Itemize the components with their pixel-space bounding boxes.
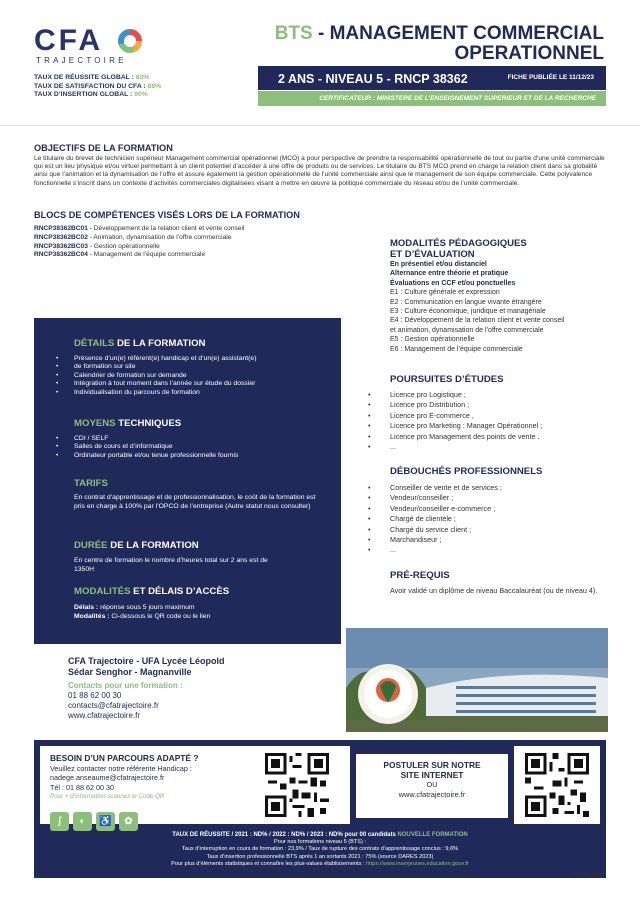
footer-line: Pour plus d’éléments statistiques et connaître les plus-values établissements : https://www.inserjeunes.education.gouv.fr bbox=[171, 860, 469, 867]
footer-line: Pour nos formations niveau 5 (BTS) : bbox=[273, 839, 367, 846]
list-item: • Vendeur/conseiller e-commerce ; bbox=[390, 504, 620, 514]
program-banner bbox=[258, 66, 606, 90]
list-item: • CDI / SELF bbox=[74, 435, 324, 443]
list-item: • Chargé du service client ; bbox=[390, 525, 620, 535]
tarifs-title: TARIFS bbox=[74, 478, 108, 489]
handicap-text: Veuillez contacter notre référente Handicap : bbox=[50, 763, 192, 773]
details-panel bbox=[34, 318, 341, 644]
prerequis-title: PRÉ-REQUIS bbox=[390, 570, 450, 581]
postuler-qr-box bbox=[514, 746, 600, 824]
blocs-list bbox=[34, 225, 364, 260]
details-title: DÉTAILS DE LA FORMATION bbox=[74, 338, 206, 349]
objectifs-text: Le titulaire du brevet de technicien supérieur Management commercial opérationnel (MCO) a pour perspective de prendre la responsabilité opérationnelle de tout ou partie d’une unité commerciale qui est un lieu physique et/ou virtuel permettant à un client potentiel d’accéder à une offre de produits ou de services. Le titulaire du BTS MCO prend en charge la relation client dans sa globalité ainsi que l’animation et la dynamisation de l’offre et assure également la gestion opérationnelle de l’unité commerciale ainsi que le management de son équipe commerciale. Cette polyvalence fonctionnelle s’inscrit dans un contexte d’activités commerciales digitalisées visant à mettre en œuvre la politique commerciale du réseau et/ou de l’unité commerciale. bbox=[34, 155, 605, 187]
footer-line: Taux d’insertion professionnelle BTS après 1 an sortants 2021 : 75% (source DARES 2023) bbox=[206, 853, 434, 860]
school-building-image bbox=[346, 628, 608, 732]
list-item: • Individualisation du parcours de formation bbox=[74, 389, 324, 397]
divider bbox=[0, 125, 640, 126]
postuler-box bbox=[356, 754, 508, 818]
qr-code-icon bbox=[265, 753, 329, 817]
duree-title: DURÉE DE LA FORMATION bbox=[74, 540, 199, 551]
handicap-qr-code[interactable] bbox=[265, 753, 329, 817]
list-item: • Marchandiseur ; bbox=[390, 535, 620, 545]
postuler-qr-code[interactable] bbox=[525, 753, 589, 817]
prerequis-text: Avoir validé un diplôme de niveau Baccalauréat (ou de niveau 4). bbox=[390, 586, 598, 595]
debouches-list bbox=[390, 483, 620, 556]
center-name-2: Sédar Senghor - Magnanville bbox=[68, 667, 192, 677]
publication-date: FICHE PUBLIÉE LE 11/12/23 bbox=[507, 74, 594, 81]
rate-satisfaction: TAUX DE SATISFACTION DU CFA : 88% bbox=[34, 82, 162, 90]
list-item: RNCP38362BC03 - Gestion opérationnelle bbox=[34, 242, 160, 250]
tarifs-text: En contrat d’apprentissage et de professionnalisation, le coût de la formation est pris en charge à 100% par l’OPCO de l’entreprise (Autre statut nous consulter) bbox=[74, 494, 316, 510]
footer-stats bbox=[34, 830, 606, 868]
list-item: RNCP38362BC01 - Développement de la relation client et vente conseil bbox=[34, 225, 245, 232]
duree-text: En centre de formation le nombre d’heures total sur 2 ans est de 1350H bbox=[74, 557, 268, 573]
debouches-title: DÉBOUCHÉS PROFESSIONNELS bbox=[390, 466, 543, 477]
cfa-logo bbox=[34, 26, 169, 68]
postuler-title-2: SITE INTERNET bbox=[400, 770, 464, 780]
list-item: • Conseiller de vente et de services ; bbox=[390, 483, 620, 493]
list-item: RNCP38362BC04 - Management de l’équipe commerciale bbox=[34, 251, 206, 259]
poursuites-list bbox=[390, 390, 620, 452]
list-item: • Calendrier de formation sur demande bbox=[74, 372, 324, 380]
acces-text: Délais : réponse sous 5 jours maximum Modalités : Ci-dessous le QR code ou le lien bbox=[74, 604, 211, 620]
list-item: • Salles de cours et d’informatique bbox=[74, 443, 324, 451]
contact-phone: 01 88 62 00 30 bbox=[68, 691, 122, 701]
handicap-email[interactable]: nadege.anseaume@cfatrajectoire.fr bbox=[50, 773, 165, 783]
footer-success-rates: TAUX DE RÉUSSITE / 2021 : ND% / 2022 : ND% / 2023 : ND% pour 00 candidats NOUVELLE FORMATION bbox=[172, 832, 468, 838]
hearing-impaired-icon: ʃ bbox=[50, 812, 69, 831]
school-photo bbox=[346, 628, 608, 732]
cognitive-disability-icon: ✿ bbox=[119, 812, 138, 831]
postuler-title: POSTULER SUR NOTRE bbox=[383, 760, 481, 770]
postuler-or: OU bbox=[426, 780, 438, 789]
contact-website[interactable]: www.cfatrajectoire.fr bbox=[68, 711, 141, 721]
moyens-title: MOYENS TECHNIQUES bbox=[74, 418, 182, 429]
handicap-title: BESOIN D’UN PARCOURS ADAPTÉ ? bbox=[50, 753, 199, 763]
postuler-link[interactable]: www.cfatrajectoire.fr bbox=[398, 790, 466, 799]
modalites-title: MODALITÉS PÉDAGOGIQUES ET D’ÉVALUATION bbox=[390, 238, 527, 260]
list-item: • ... bbox=[390, 545, 620, 555]
details-list bbox=[74, 355, 324, 397]
contacts-title: Contacts pour une formation : bbox=[68, 681, 183, 690]
logo-subtext: TRAJECTOIRE bbox=[36, 56, 127, 65]
address-block bbox=[68, 656, 338, 721]
list-item: • Licence pro Marketing : Manager Opérationnel ; bbox=[390, 421, 620, 431]
list-item: • Présence d’un(e) référent(e) handicap et d’un(e) assistant(e) bbox=[74, 355, 324, 363]
contact-email[interactable]: contacts@cfatrajectoire.fr bbox=[68, 701, 159, 711]
rate-insertion: TAUX D’INSERTION GLOBAL : 90% bbox=[34, 91, 148, 99]
wheelchair-icon: ♿ bbox=[96, 812, 115, 831]
poursuites-title: POURSUITES D’ÉTUDES bbox=[390, 374, 504, 385]
logo-text: CFA bbox=[34, 24, 103, 57]
certificateur: CERTIFICATEUR : MINISTERE DE L’ENSEIGNEMENT SUPERIEUR ET DE LA RECHERCHE bbox=[258, 91, 606, 106]
inserjeunes-link[interactable]: https://www.inserjeunes.education.gouv.fr bbox=[366, 860, 469, 867]
qr-code-icon bbox=[525, 753, 589, 817]
modalites-body: En présentiel et/ou distanciel Alternance entre théorie et pratique Évaluations en CCF et/ou ponctuelles E1 : Culture générale et expression E2 : Communication en langue vivante étrangère E3 : Culture économique, juridique et managériale E4 : Développement de la relation client et vente conseil et animation, dynamisation de l’offre commerciale E5 : Gestion opérationnelle E6 : Management de l’équipe commerciale bbox=[390, 261, 565, 353]
list-item: • Licence pro Distribution ; bbox=[390, 400, 620, 410]
handicap-hint: Pour + d’information scannez le Code QR bbox=[50, 793, 165, 801]
objectifs-title: OBJECTIFS DE LA FORMATION bbox=[34, 143, 173, 153]
handicap-phone: Tél : 01 88 62 00 30 bbox=[50, 782, 114, 792]
logo-swirl-icon bbox=[118, 29, 142, 53]
program-level: 2 ANS - NIVEAU 5 - RNCP 38362 bbox=[278, 72, 468, 86]
list-item: • Licence pro E-commerce , bbox=[390, 411, 620, 421]
visually-impaired-icon: ◐ bbox=[73, 812, 92, 831]
rate-reussite: TAUX DE RÉUSSITE GLOBAL : 83% bbox=[34, 74, 150, 81]
global-rates bbox=[34, 74, 161, 100]
list-item: • Ordinateur portable et/ou tenue professionnelle fournis bbox=[74, 452, 324, 460]
list-item: • Chargé de clientèle ; bbox=[390, 514, 620, 524]
list-item: • Intégration à tout moment dans l’année sur étude du dossier bbox=[74, 380, 324, 388]
acces-title: MODALITÉS ET DÉLAIS D’ACCÈS bbox=[74, 586, 230, 597]
list-item: • Licence pro Management des points de vente . bbox=[390, 432, 620, 442]
edition-date: Janvier 2024 bbox=[570, 872, 604, 878]
list-item: RNCP38362BC02 - Animation, dynamisation de l’offre commerciale bbox=[34, 233, 232, 241]
footer-line: Taux d’interruption en cours de formation : 23,9% / Taux de rupture des contrats d’apprentissage conclus : 9,6% bbox=[181, 846, 459, 853]
center-name: CFA Trajectoire - UFA Lycée Léopold bbox=[68, 656, 225, 666]
moyens-list bbox=[74, 435, 324, 460]
list-item: • de formation sur site bbox=[74, 363, 324, 371]
list-item: • ... bbox=[390, 442, 620, 452]
blocs-title: BLOCS DE COMPÉTENCES VISÉS LORS DE LA FORMATION bbox=[34, 210, 300, 220]
list-item: • Vendeur/conseiller ; bbox=[390, 493, 620, 503]
page-title: BTS - MANAGEMENT COMMERCIAL OPERATIONNEL bbox=[274, 23, 604, 64]
list-item: • Licence pro Logistique ; bbox=[390, 390, 620, 400]
